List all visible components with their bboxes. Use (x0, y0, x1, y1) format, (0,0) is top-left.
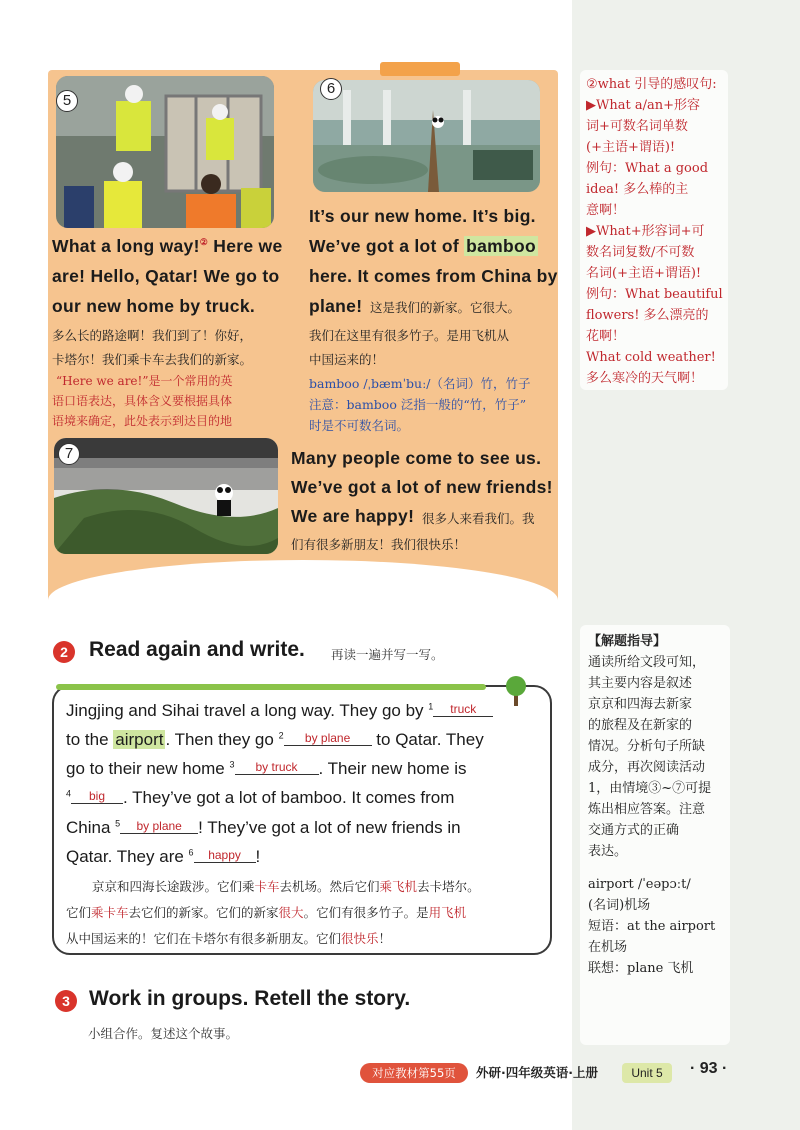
sidenote-line: 通读所给文段可知， (588, 655, 706, 670)
panel-6-line-1: It’s our new home. It’s big. (309, 206, 536, 226)
book-title: 外研·四年级英语·上册 (476, 1065, 598, 1080)
sidenote-line: 例句：What beautiful (586, 287, 723, 302)
panel-5-translation-1: 多么长的路途啊！我们到了！你好， (52, 328, 253, 343)
write-text: . Their new home is (318, 759, 467, 778)
sidenote-line: 情况。分析句子所缺 (588, 739, 706, 754)
sidenote-line: ▶What a/an+形容 (586, 98, 700, 113)
vocab-line: 在机场 (588, 940, 628, 955)
write-cn-key: 很大 (278, 905, 304, 920)
highlight-airport: airport (115, 730, 164, 749)
sidenote-line: 多么寒冷的天气啊！ (586, 371, 704, 386)
section-2-number: 2 (53, 641, 75, 663)
blank-number-1: 1 (428, 701, 434, 712)
write-text: . Then they go (165, 730, 279, 749)
photo-panel-6 (313, 80, 540, 192)
answer-blank-4[interactable]: big (71, 789, 123, 804)
sidenote-line: 交通方式的正确 (588, 823, 680, 838)
vocab-line: 短语：at the airport (588, 919, 716, 934)
note-marker-2: ② (199, 237, 209, 248)
vocab-line: 联想：plane 飞机 (588, 961, 694, 976)
panel-6-translation-2: 我们在这里有很多竹子。是用飞机从 (309, 328, 510, 343)
write-line-5 (66, 818, 461, 838)
panel-6-line-3: here. It comes from China by (309, 266, 558, 286)
tree-icon (505, 676, 527, 706)
solution-guide-sidenote (580, 625, 730, 1045)
blank-number-5: 5 (115, 818, 121, 829)
write-line-1 (66, 701, 493, 721)
answer-blank-1[interactable]: truck (433, 702, 493, 717)
sidenote-line: flowers! 多么漂亮的 (586, 308, 709, 323)
write-text: China (66, 818, 116, 837)
write-text: to Qatar. They (371, 730, 484, 749)
write-cn-key: 很快乐 (341, 931, 379, 946)
write-text: ! (255, 847, 261, 866)
panel-number-5: 5 (56, 90, 78, 112)
panel-5-note-3: 语境来确定，此处表示到达目的地 (52, 414, 233, 428)
answer-blank-5[interactable]: by plane (120, 819, 198, 834)
tape-decoration (380, 62, 460, 76)
write-line-4 (66, 788, 454, 808)
answer-blank-2[interactable]: by plane (284, 731, 372, 746)
sidenote-line: 成分，再次阅读活动 (588, 760, 706, 775)
write-box-accent-bar (56, 684, 486, 690)
panel-5-note-2: 语口语表达，具体含义要根据具体 (52, 394, 233, 408)
highlight-bamboo: bamboo (466, 236, 536, 256)
panel-6-text: We’ve got a lot of (309, 236, 465, 256)
sidenote-line: 京京和四海去新家 (588, 697, 693, 712)
write-cn-text: 京京和四海长途跋涉。它们乘 (92, 879, 255, 894)
write-cn-key: 乘飞机 (379, 879, 418, 894)
photo-panel-7 (54, 438, 278, 554)
write-cn-text: 从中国运来的！它们在卡塔尔有很多新朋友。它们 (66, 931, 342, 946)
panel-7-line-2: We’ve got a lot of new friends! (291, 477, 553, 497)
sidenote-line: 的旅程及在新家的 (588, 718, 693, 733)
bamboo-vocab-note-2: 注意：bamboo 泛指一般的“竹，竹子” (309, 397, 527, 412)
write-line-6 (66, 847, 260, 867)
photo-panda-visitors (54, 438, 278, 554)
photo-panel-5 (56, 76, 274, 228)
write-cn-text: 它们 (66, 905, 92, 920)
write-text: go to their new home (66, 759, 230, 778)
textbook-page-badge: 对应教材第55页 (360, 1063, 468, 1083)
section-3-title: Work in groups. Retell the story. (89, 987, 411, 1010)
panel-7-translation-1: 很多人来看我们。我 (422, 511, 535, 526)
write-cn-text: 。它们有很多竹子。是 (303, 905, 429, 920)
panel-5-line-2: are! Hello, Qatar! We go to (52, 266, 280, 286)
sidenote-line: ▶What+形容词+可 (586, 224, 705, 239)
sidenote-line: 名词(+主语+谓语)! (586, 266, 702, 281)
photo-workers-crate (56, 76, 274, 228)
write-cn-text: 去卡塔尔。 (417, 879, 480, 894)
write-translation-2 (66, 903, 466, 921)
write-text: Qatar. They are (66, 847, 189, 866)
sidenote-line: What cold weather! (586, 350, 716, 365)
bamboo-vocab-note-1: bamboo /ˌbæmˈbuː/（名词）竹，竹子 (309, 376, 531, 391)
sidenote-line: 意啊！ (586, 203, 626, 218)
sidenote-line: 表达。 (588, 844, 628, 859)
panel-7-line-1: Many people come to see us. (291, 448, 542, 468)
sidenote-line: 例句：What a good (586, 161, 709, 176)
write-cn-key: 乘卡车 (91, 905, 129, 920)
write-text: Jingjing and Sihai travel a long way. They go by (66, 701, 429, 720)
sidenote-line: (+主语+谓语)! (586, 140, 676, 155)
bamboo-vocab-note-3: 时是不可数名词。 (309, 418, 410, 433)
vocab-line: airport /ˈeəpɔːt/ (588, 877, 691, 892)
answer-blank-3[interactable]: by truck (235, 760, 319, 775)
panel-6-translation-3: 中国运来的！ (309, 352, 385, 367)
section-2-title: Read again and write. (89, 638, 305, 661)
panel-6-line-2 (309, 236, 538, 257)
solution-guide-heading: 【解题指导】 (588, 634, 667, 649)
panel-7-translation-2: 们有很多新朋友！我们很快乐！ (291, 537, 467, 552)
write-cn-text: 去它们的新家。它们的新家 (128, 905, 279, 920)
sidenote-line: 花啊！ (586, 329, 626, 344)
section-3-number: 3 (55, 990, 77, 1012)
blank-number-6: 6 (188, 847, 194, 858)
panel-5-line-1 (52, 236, 283, 257)
blank-number-3: 3 (229, 759, 235, 770)
sidenote-line: 1，由情境③~⑦可提 (588, 781, 712, 796)
photo-panda-enclosure (313, 80, 540, 192)
panel-5-translation-2: 卡塔尔！我们乘卡车去我们的新家。 (52, 352, 253, 367)
write-translation-1 (92, 877, 480, 895)
panel-5-here-we: Here we (208, 236, 283, 256)
blank-number-2: 2 (278, 730, 284, 741)
panel-5-note-1: “Here we are!”是一个常用的英 (56, 374, 233, 388)
panel-7-line-3: We are happy! (291, 506, 415, 526)
write-cn-key: 卡车 (254, 879, 280, 894)
vocab-line: (名词)机场 (588, 898, 651, 913)
page-number: · 93 · (690, 1060, 728, 1077)
write-text: ! They’ve got a lot of new friends in (198, 818, 461, 837)
sidenote-line: 炼出相应答案。注意 (588, 802, 706, 817)
story-card-wave (48, 560, 558, 630)
section-3-subtitle: 小组合作。复述这个故事。 (88, 1026, 239, 1041)
write-line-2 (66, 730, 484, 750)
panel-5-line-3: our new home by truck. (52, 296, 256, 316)
write-text: to the (66, 730, 114, 749)
panel-number-6: 6 (320, 78, 342, 100)
panel-number-7: 7 (58, 443, 80, 465)
write-cn-text: ！ (378, 931, 392, 946)
answer-blank-6[interactable]: happy (194, 848, 256, 863)
panel-6-translation-1: 这是我们的新家。它很大。 (370, 300, 521, 315)
blank-number-4: 4 (66, 788, 72, 799)
write-cn-key: 用飞机 (428, 905, 467, 920)
write-line-3 (66, 759, 467, 779)
sidenote-line: ②what 引导的感叹句: (586, 77, 717, 92)
sidenote-line: 词+可数名词单数 (586, 119, 688, 134)
grammar-sidenote (580, 70, 728, 390)
write-cn-text: 去机场。然后它们 (279, 879, 380, 894)
sidenote-line: 数名词复数/不可数 (586, 245, 695, 260)
panel-6-line-4: plane! (309, 296, 363, 316)
panel-5-exclaim: What a long way! (52, 236, 200, 256)
write-text: . They’ve got a lot of bamboo. It comes from (123, 788, 455, 807)
sidenote-line: 其主要内容是叙述 (588, 676, 693, 691)
sidenote-line: idea! 多么棒的主 (586, 182, 689, 197)
unit-badge: Unit 5 (622, 1063, 672, 1083)
write-translation-3 (66, 929, 391, 947)
section-2-subtitle: 再读一遍并写一写。 (331, 647, 444, 662)
